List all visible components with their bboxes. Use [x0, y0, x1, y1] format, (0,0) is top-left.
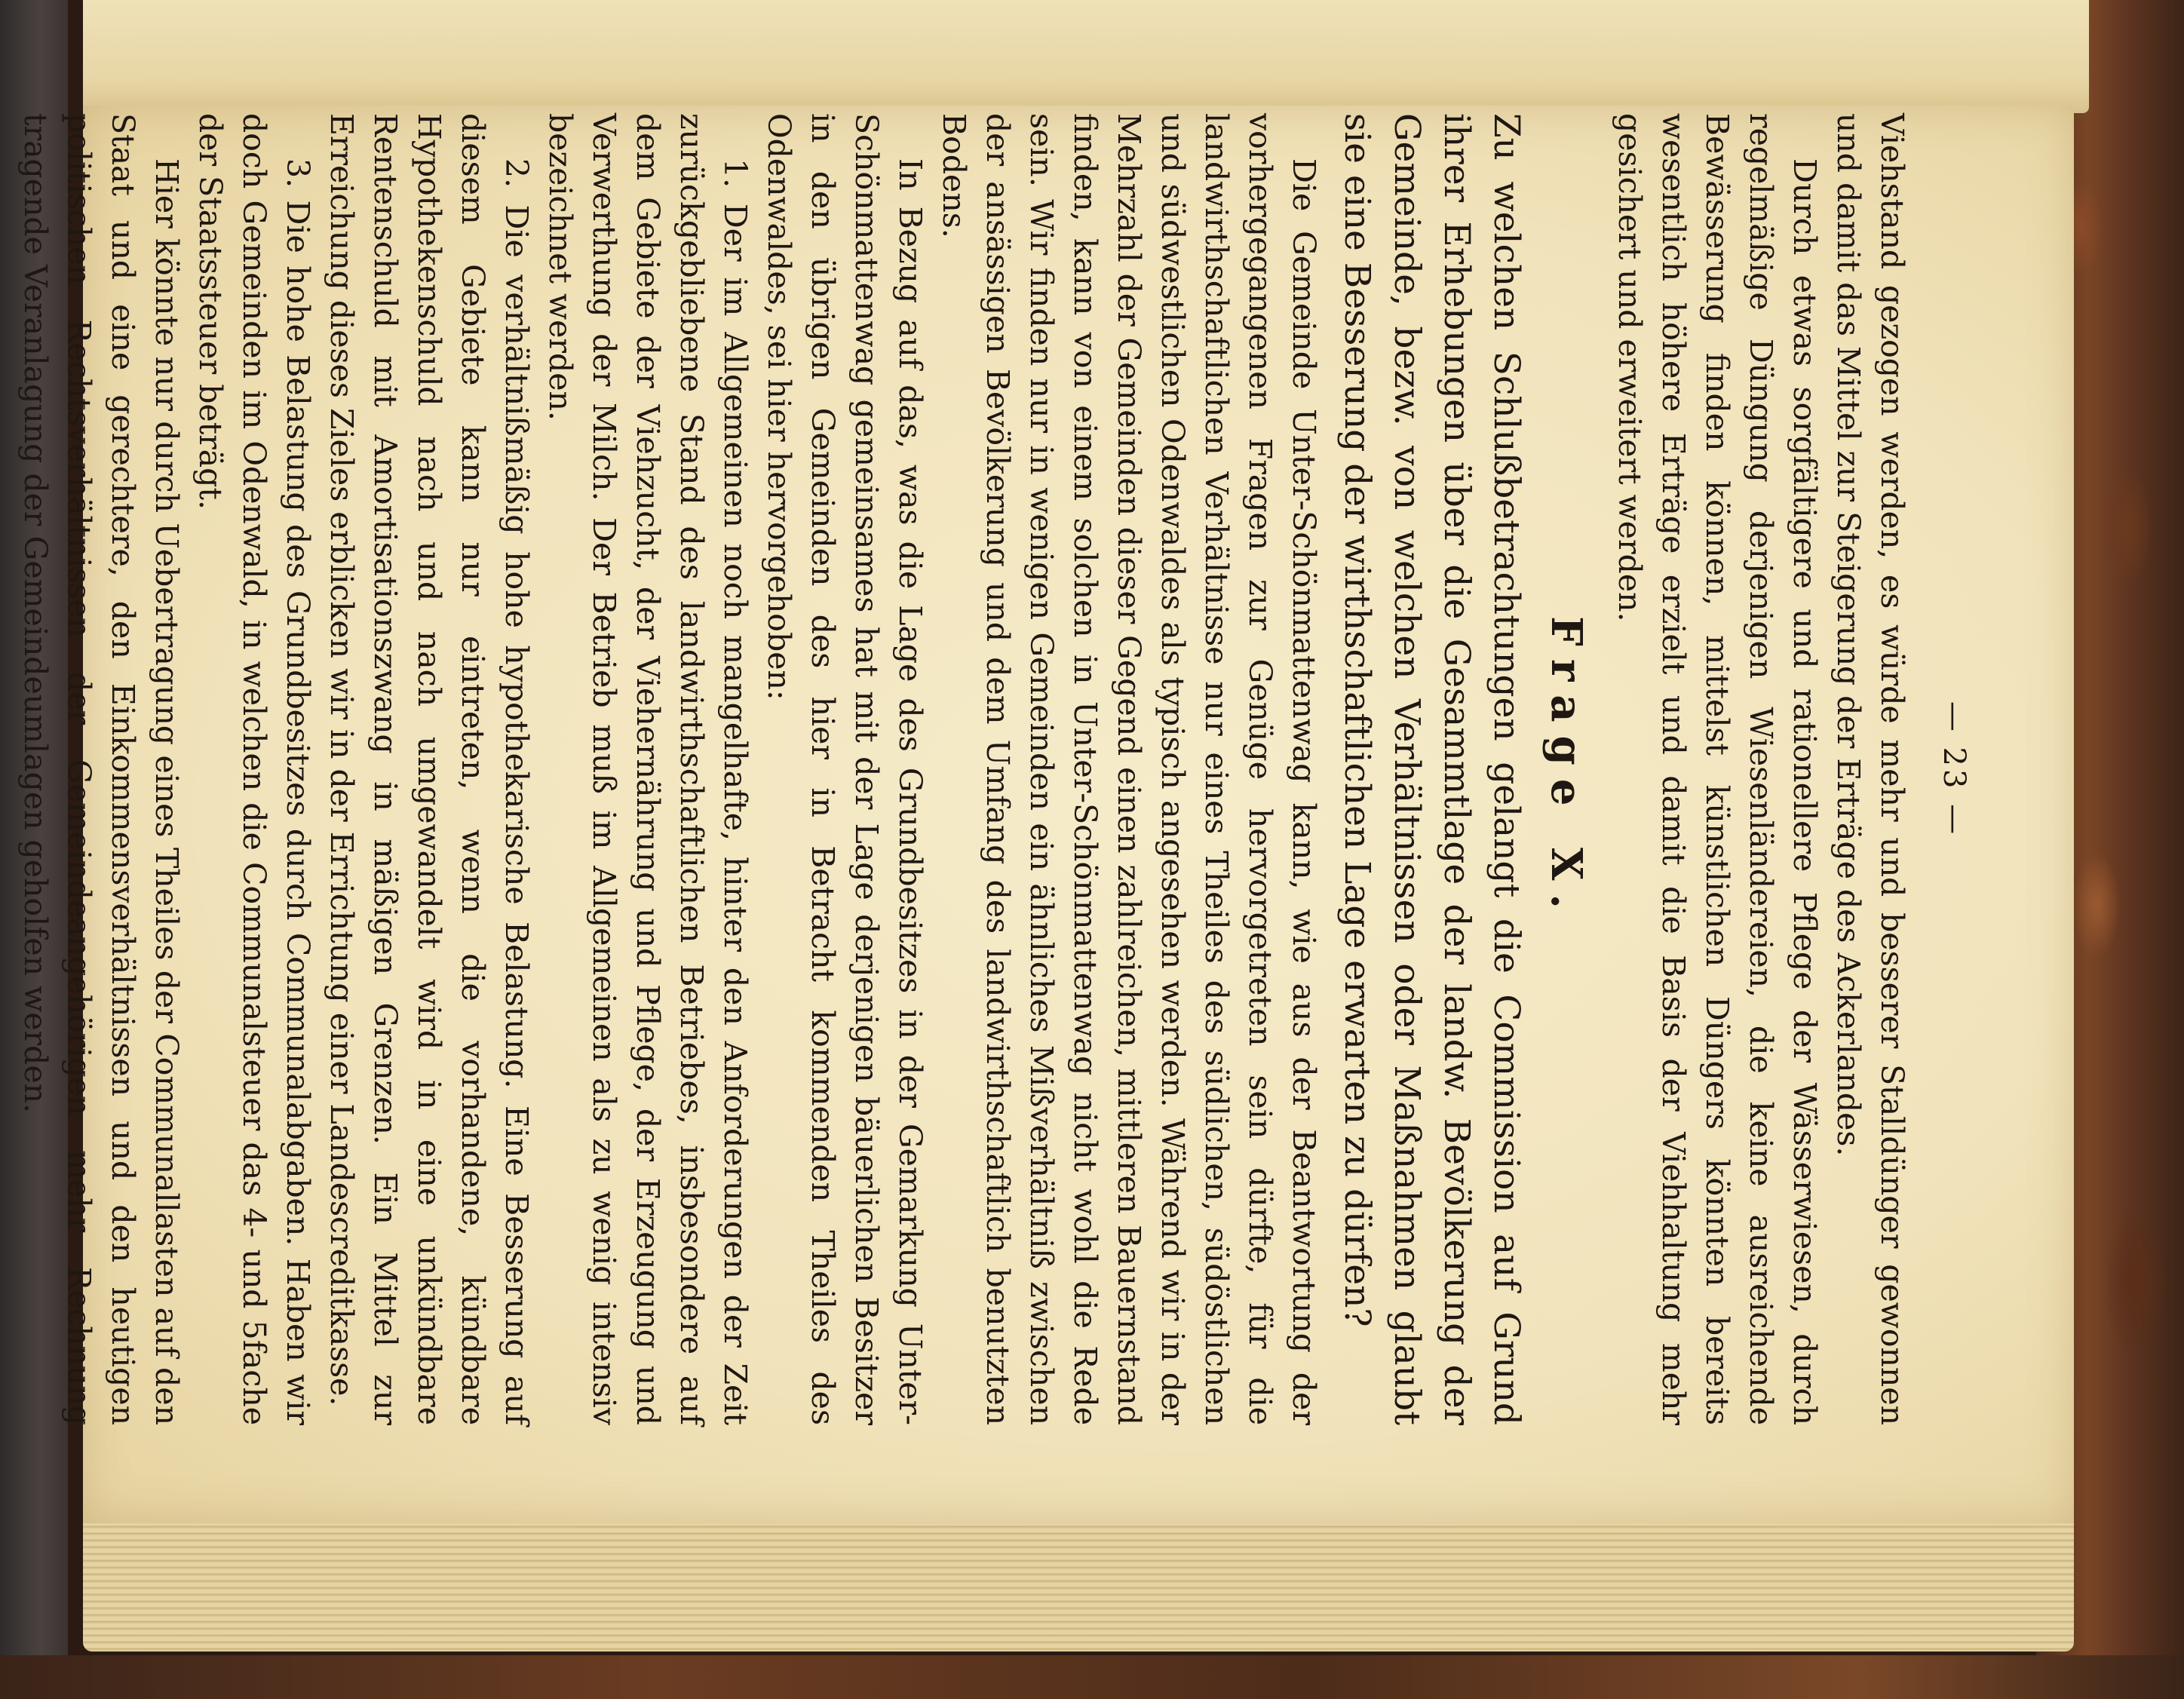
list-item: 1. Der im Allgemeinen noch mangelhafte, hinter den Anforderungen der Zeit zurückgebliebene Stand des landwirthschaftlichen Betriebes, insbesondere auf dem Gebiete der Viehzucht, der Viehernährung und Pflege, der Erzeugung und Verwerthung der Milch. Der Betrieb muß im Allgemeinen als zu wenig intensiv bezeichnet werden. [542, 113, 753, 1425]
question-text: Zu welchen Schlußbetrachtungen gelangt die Commission auf Grund ihrer Erhebungen über die Gesammtlage der landw. Bevölkerung der Gemeinde, bezw. von welchen Verhältnissen oder Maßnahmen glaubt sie eine Besserung der wirthschaftlichen Lage erwarten zu dürfen? [1336, 113, 1527, 1425]
list-item: 2. Die verhältnißmäßig hohe hypothekarische Belastung. Eine Besserung auf diesem Gebiete kann nur eintreten, wenn die vorhandene, kündbare Hypothekenschuld nach und nach umgewandelt wird in eine unkündbare Rentenschuld mit Amortisationszwang in mäßigen Grenzen. Ein Mittel zur Erreichung dieses Zieles erblicken wir in der Errichtung einer Landescreditkasse. [324, 113, 535, 1425]
paragraph: Hier könnte nur durch Uebertragung eines Theiles der Communallasten auf den Staat und eine gerechtere, den Einkommensverhältnissen und den heutigen politischen Rechtsverhältnissen der Gemeindeangehörigen mehr Rechnung tragende Veranlagung der Gemeindeumlagen geholfen werden. [17, 113, 185, 1425]
marbled-board-bottom [0, 1655, 2184, 1699]
section-heading: Frage X. [1541, 616, 1591, 922]
paragraph: Viehstand gezogen werden, es würde mehr und besserer Stalldünger gewonnen und damit das Mittel zur Steigerung der Erträge des Ackerlandes. [1830, 113, 1910, 1425]
paragraph: Durch etwas sorgfältigere und rationellere Pflege der Wässerwiesen, durch regelmäßige Düngung derjenigen Wiesenländereien, die keine ausreichende Bewässerung finden können, mittelst künstlichen Düngers könnten bereits wesentlich höhere Erträge erzielt und damit die Basis der Viehhaltung mehr gesichert und erweitert werden. [1612, 113, 1823, 1425]
page-text-block [17, 113, 1976, 1425]
page-stack-edge [83, 1508, 2074, 1651]
book-page [17, 106, 2074, 1523]
list-item: 3. Die hohe Belastung des Grundbesitzes durch Communalabgaben. Haben wir doch Gemeinden im Odenwald, in welchen die Communalsteuer das 4- und 5fache der Staatssteuer beträgt. [192, 113, 316, 1425]
paragraph: Die Gemeinde Unter-Schönmattenwag kann, wie aus der Beantwortung der vorhergegangenen Fragen zur Genüge hervorgetreten sein dürfte, für die landwirthschaftlichen Verhältnisse nur eines Theiles des südlichen, südöstlichen und südwestlichen Odenwaldes als typisch angesehen werden. Während wir in der Mehrzahl der Gemeinden dieser Gegend einen zahlreichen, mittleren Bauernstand finden, kann von einem solchen in Unter-Schönmattenwag nicht wohl die Rede sein. Wir finden nur in wenigen Gemeinden ein ähnliches Mißverhältniß zwischen der ansässigen Bevölkerung und dem Umfang des landwirthschaftlich benutzten Bodens. [936, 113, 1322, 1425]
facing-page-edge [83, 0, 2089, 113]
page-number: — 23 — [1937, 701, 1971, 838]
paragraph: In Bezug auf das, was die Lage des Grundbesitzes in der Gemarkung Unter-Schönmattenwag gemeinsames hat mit der Lage derjenigen bäuerlichen Besitzer in den übrigen Gemeinden des hier in Betracht kommenden Theiles des Odenwaldes, sei hier hervorgehoben: [761, 113, 928, 1425]
